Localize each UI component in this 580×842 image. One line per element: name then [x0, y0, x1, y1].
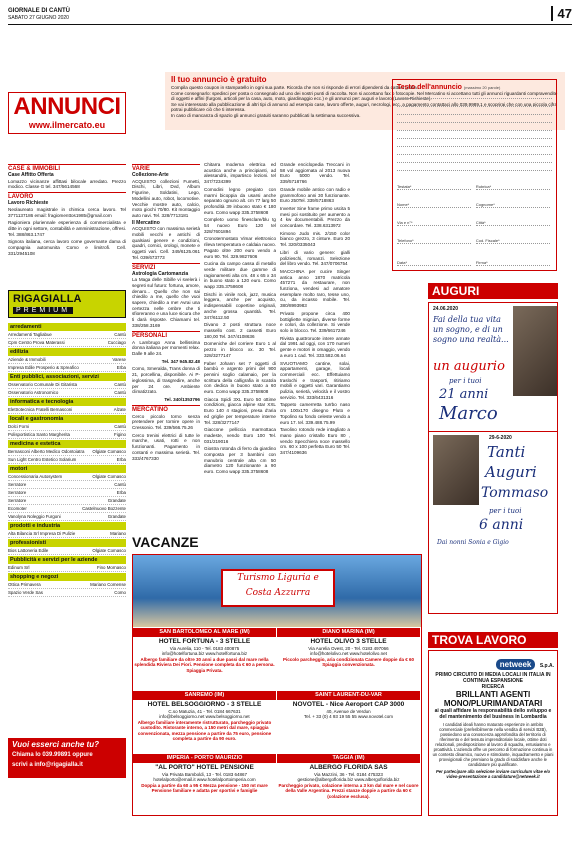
- hotel-ad[interactable]: [277, 701, 420, 720]
- directory-entry[interactable]: [8, 547, 126, 555]
- coupon-hint: (massimo 20 parole): [463, 85, 501, 90]
- directory-entry[interactable]: [8, 331, 126, 339]
- classified-ad: Cerco piccolo torno senza pretendere per tornire opere in Cressonio. Tel. 339/566.75.26: [132, 413, 200, 431]
- hotel-note: Albergo familiare da oltre 30 anni a due passi dal mare nella splendida Riviera Dei Fiori. Pensione completa da € 60 a persona. Spiaggia Privata.: [134, 656, 275, 673]
- hotel-ad[interactable]: [133, 701, 276, 741]
- rubric-title: SERVIZI: [132, 263, 200, 272]
- hotel-contacts: gestione@albergoflorida.biz www.albergoflorida.biz: [297, 777, 400, 783]
- directory-town: Erba: [116, 457, 126, 462]
- directory-town: Cantù: [114, 390, 126, 395]
- job-heading: RICERCA: [481, 684, 505, 690]
- directory-business: Concessionaria Autosystem: [8, 474, 63, 479]
- masthead-url[interactable]: www.ilmercato.eu: [28, 120, 106, 130]
- auguri-message: un augurio: [433, 359, 505, 374]
- classified-ad: Inverter Sine frame primo uscita 5 mesi poi sostituito per aumento a 4 kw documentabili. Prezzo da concordare. Tel. 338.6313972: [280, 205, 350, 229]
- hotel-contacts: info@belsoggiorno.net www.belsoggiorno.net: [159, 714, 250, 720]
- auguri-divider: [429, 431, 557, 432]
- directory-business: Serratore: [8, 490, 27, 495]
- job-body: I candidati ideali hanno maturato esperienze in ambito commerciale (preferibilmente nella vendita di servizi B2B), possiedono una conoscenza approfondita del territorio di riferimento e del tessuto imprenditoriale locale, ottime doti relazionali, predisposizione al lavoro di squadra, entusiasmo e proattività. L'azienda offre un percorso di formazione continua in un contesto dinamico, nuovo e stimolante, inquadramento e piani provvigionali che premiano la grado di soddisfare anche le candidature più qualificate.: [432, 722, 554, 767]
- directory-business: Ecomoter: [8, 506, 27, 511]
- hotel-name: ALBERGO FLORIDA SAS: [309, 764, 388, 771]
- hotel-location: DIANO MARINA (IM): [277, 628, 420, 637]
- coupon-title-text: Testo dell'annuncio: [397, 84, 462, 91]
- netweek-suffix: S.p.A.: [539, 663, 554, 669]
- directory-business: Spazio Verde Sas: [8, 590, 43, 595]
- classified-ad: MACCHINA per cucire Singer antica anno 1870 matricola 457271 da restaurare, non funziona, vendesi ad amatore esemplare molto raro, tesse uno, cu, da incasso mobile. Tel. 380/8993983: [280, 268, 350, 309]
- field-nome[interactable]: Nome*: [397, 199, 471, 208]
- column-mercatino-1: [204, 162, 276, 524]
- directory-entry[interactable]: [8, 406, 126, 414]
- rubric-title: LAVORO: [8, 192, 126, 201]
- coupon-text-line[interactable]: [397, 99, 552, 107]
- auguri-header: AUGURI: [428, 283, 558, 299]
- directory-category: arredamenti: [8, 323, 126, 331]
- vacanze-banner: [133, 555, 421, 627]
- directory-town: Castelnuovo Bozzente: [82, 506, 126, 511]
- field-citta[interactable]: Città*: [476, 217, 550, 226]
- classified-ad: Kimono Judo mis. 2/150 color bianco grezzo, 3 cinture. Euro 20 Tel. 320/0335043: [280, 230, 350, 248]
- auguri-date: 24.06.2020: [433, 306, 459, 312]
- vacanze-banner-title: Turismo Liguria e Costa Azzurra: [221, 569, 335, 607]
- directory-entry[interactable]: [8, 356, 126, 364]
- classified-ad: Giostra rotonda di ferro da giardino composta per 3 bambini con manubrio centrale alta cm 50 diametro 120 funzionante a 90 euro. Como wapp 335.3758608: [204, 446, 276, 475]
- classified-ad: Cerco trenini elettrici di tutte le marche, usati, rotti e non funzionanti. Pagamento in contanti e massima serietà. Tel. 333/4767330: [132, 432, 200, 461]
- field-cognome[interactable]: Cognome*: [476, 199, 550, 208]
- coupon-text-line[interactable]: [397, 107, 552, 115]
- classified-ad: Giaccone pelliccia marmottaca madeste, vendo Euro 100 Tel. 031/219016: [204, 427, 276, 444]
- hotel-note: Albergo familiare interamente ristrutturato, parcheggio privato custodito. Ristorante interno, a 150 metri dal mare, spiaggia convenzionata, mezza pensione a partire da 75 euro, pensione completa a partire da 90 euro.: [137, 719, 272, 742]
- classified-ad: Libri di vario genere: gialli polizieschi, romanzi. Selezione del libro vendo. Tel. 347/0706754: [280, 249, 350, 267]
- column-mercatino-2: [280, 162, 350, 524]
- auguri-name: Marco: [439, 403, 498, 424]
- classified-ad: ACQUISTO collezioni Fumetti, Dischi, Libri, Dvd, Album Figurine, Soldatini, Lego, Modellini auto, robot, locomotive. Vecchie mostre auto, calcio, moto giochi 70/80. Kit montaggio auto navi. Tel. 328/7713181: [132, 178, 200, 218]
- directory-entry[interactable]: [8, 481, 126, 489]
- directory-business: Impresa Edile Prosperio & Spreafico: [8, 365, 79, 370]
- hotel-location: SAN BARTOLOMEO AL MARE (IM): [133, 628, 276, 637]
- directory-entry[interactable]: [8, 456, 126, 464]
- directory-town: Olgiate Comasco: [92, 449, 126, 454]
- classified-ad: Dischi in vinile rock, jazz, musica leggera, anche per acquisto, indispensabili copertine originali, anche grossa quantità. Tel. 347/6112.50: [204, 291, 276, 320]
- directory-town: Cantù: [114, 482, 126, 487]
- directory-town: Cantù: [114, 424, 126, 429]
- classified-ad: Como, Smeralda, Trans donna di 21, porcellina, disponibile. Ai P-ieglossima, di trasgredire, anche per 24 ore. Ambiente climatizzato.: [132, 366, 200, 395]
- netweek-logo: netweek: [496, 659, 536, 670]
- directory-entry[interactable]: [8, 448, 126, 456]
- classified-ad: Domeniche del corriere Euro 1 al pezzo in blocco xx. 30 Tel. 328/3277147: [204, 341, 276, 358]
- field-testata[interactable]: Testata*: [397, 181, 471, 190]
- job-subtitle: ai quali affidare la responsabilità dello sviluppo e del mantenimento del business in Lombardia: [434, 708, 552, 720]
- field-telefono[interactable]: Telefono*: [397, 235, 471, 244]
- classified-ad: Comodini legno pregiato con marmi bicoppia da usarsi anche separato ognuno alt. cm 77 larg 50 profondità 39 inbuono stato € 180 euro. Como wapp 335.3758608: [204, 186, 276, 215]
- coupon-text-line[interactable]: [397, 91, 552, 99]
- directory-town: Alzate: [113, 407, 126, 412]
- classified-ad: A Lambrugo Anna bellissima donna italiana per momenti relax. Dalle 9 alle 24.: [132, 339, 200, 356]
- promo-box: [8, 738, 126, 778]
- classified-ad: Giacca Spidi 3XL Euro 50 ottime condizioni, giacca alpine star XXL Euro 140 4 stagioni, presa d'aria ed griglie per temperature interne Tel. 328/3277147: [204, 396, 276, 425]
- classified-ad: Privato propone circa 400 bottigliette migniun, diverse forme e colori, da collezione. Si vende solo in blocco. Tel. 339/6617246: [280, 310, 350, 333]
- hotel-address: Via Privata Bamboldi, 13 - Tel. 0183 64867: [161, 772, 248, 777]
- directory-entry[interactable]: [8, 339, 126, 347]
- hotel-location: IMPERIA - PORTO MAURIZIO: [133, 754, 276, 763]
- directory-town: Varese: [112, 357, 126, 362]
- classified-ad: ACQUISTO con massima serietà mobili vecchi e antichi di qualsiasi genere e condizioni, quadri, cornici, orologi, monete e oggetti vari. Cell. 349/6125.061 Tel. 039/673773: [132, 226, 200, 260]
- hotel-address: 40, Avenue de Verdun: [326, 709, 371, 714]
- rubric-title: MERCATINO: [132, 405, 200, 414]
- coupon-text-line[interactable]: [397, 115, 552, 123]
- hotel-note: Parcheggio privato, colazione interna a 3 km dal mare e nel cuore della Valle Argentina. Prezzi stanze doppie a partire da 60 € (colazione esclusa).: [278, 782, 419, 799]
- classified-ad: Signora italiana, cerca lavoro come governante dama di compagnia automunita Como e limitrofi. Cell. 331/2945108: [8, 239, 126, 256]
- directory-entry[interactable]: [8, 431, 126, 439]
- directory-category: shopping e negozi: [8, 573, 126, 581]
- rigagialla-name: RIGAGIALLA: [13, 293, 82, 305]
- auguri-age: 6 anni: [479, 517, 524, 533]
- classified-ad: Grande mobile antico con radio e grammofono anni 30 funzionante. Euro 250Tel. 339/5718863: [280, 186, 350, 204]
- classified-ad: Faber Johann set 7 oggetti di bambù e argento primi del 900 pennini soglio calamaio, per la scrittura della calligrafia in scatola con dedica in buono stato a 60 euro. Como wapp 335.3758608: [204, 360, 276, 395]
- hotel-address: Via Aurelia Ovest, 20 - Tel. 0183 497066: [308, 646, 389, 651]
- auguri-message: per i tuoi: [489, 507, 522, 515]
- auguri-signature: Dai nonni Sonia e Gigio: [437, 539, 509, 546]
- rubric-title: PERSONALI: [132, 331, 200, 340]
- directory-business: Bios Lattoneria Edile: [8, 548, 49, 553]
- business-directory: [8, 322, 126, 730]
- directory-entry[interactable]: [8, 389, 126, 397]
- subrubric-title: Collezione-Arte: [132, 172, 169, 178]
- info-line: Compila questo coupon in stampatello in ogni sua parte. Ricorda che non si risponde di errori dipendenti da cattiva grafia.: [171, 85, 418, 90]
- hotel-ad[interactable]: [277, 764, 420, 799]
- directory-category: medicina e estetica: [8, 440, 126, 448]
- page-number: 47: [551, 6, 572, 21]
- directory-business: Elettrotecnica Fratelli Bernasconi: [8, 407, 73, 412]
- field-via[interactable]: Via e n°*: [397, 217, 471, 226]
- directory-entry[interactable]: [8, 489, 126, 497]
- coupon-text-line[interactable]: [397, 147, 552, 155]
- field-data[interactable]: Data*: [397, 257, 471, 266]
- directory-entry[interactable]: [8, 505, 126, 513]
- hotel-name: HOTEL OLIVO 3 STELLE: [310, 638, 387, 645]
- directory-business: Osservatorio Comunale Di Gitarista: [8, 382, 78, 387]
- rigagialla-logo: [8, 290, 126, 318]
- child-photo: [433, 435, 479, 505]
- directory-category: edilizia: [8, 348, 126, 356]
- directory-category: professionisti: [8, 539, 126, 547]
- auguri-message: per i tuoi: [449, 377, 482, 385]
- hotel-ad[interactable]: [133, 764, 276, 794]
- directory-town: Mariano Comense: [90, 582, 126, 587]
- subrubric-title: Il Mercatino: [132, 219, 160, 226]
- rubric-title: VARIE: [132, 164, 200, 173]
- directory-town: Olgiate Comasco: [92, 474, 126, 479]
- header-divider: [8, 24, 572, 25]
- column-varie: [132, 162, 200, 524]
- publication-date: SABATO 27 GIUGNO 2020: [8, 15, 69, 21]
- publication-name: GIORNALE DI CANTÙ: [8, 8, 70, 14]
- directory-entry[interactable]: [8, 497, 126, 505]
- directory-town: Cucciago: [107, 340, 126, 345]
- directory-entry[interactable]: [8, 381, 126, 389]
- classified-ad: Divano 2 posti struttura noce massello cost. 2 cassetti Euro 180,00 Tel. 347/4108636: [204, 322, 276, 339]
- hotel-ad[interactable]: [133, 638, 276, 673]
- promo-line: Vuoi esserci anche tu?: [12, 740, 99, 749]
- directory-business: Serratore: [8, 498, 27, 503]
- auguri-age: 21 anni: [439, 387, 489, 402]
- classified-ad: Grande enciclopedia Treccani in 58 vol aggiornata al 2013 nuova Euro 5000 vendo. Tel. 339/5718766: [280, 162, 350, 185]
- classified-ad: Ragioniera pluriennale esperienza di commercialista e ditte in ogni settore, contabilità e amministrazione, offresi. Tel. 388/863.1747: [8, 220, 126, 237]
- info-line: Se vai interessato alla pubblicazione di altri tipi di annunci ad esempio case, lavoro offerte, auguri, necrologi, ecc. a pagamento contattaci allo 039.9989.1 e scoprirai che con una piccola cifra potrai pubblicare ciò che ti interessa.: [171, 101, 558, 113]
- hotel-location: SAINT LAURENT-DU-VAR: [277, 691, 420, 700]
- field-codice-fiscale[interactable]: Cod. Fiscale*: [476, 235, 550, 244]
- hotel-address: Via Aurelia, 110 - Tel. 0183 400875: [169, 646, 240, 651]
- job-heading: PRIMO CIRCUITO DI MEDIA LOCALI IN ITALIA IN CONTINUA ESPANSIONE: [435, 672, 551, 684]
- classified-ad: Rivista quattroruote intere annate dal 1991 ad oggi, con 170 numeri gente e motori in omaggio, vendo a euro 1 cad. Tel. 333.582.06.64: [280, 335, 350, 358]
- coupon-text-line[interactable]: [397, 123, 552, 131]
- hotel-name: NOVOTEL - Nice Aeroport CAP 3000: [292, 701, 405, 708]
- directory-business: Polisportistica Santo Margherita: [8, 432, 70, 437]
- coupon-text-line[interactable]: [397, 139, 552, 147]
- auguri-message: Auguri: [485, 463, 537, 481]
- auguri-message: Tanti: [487, 443, 526, 461]
- auguri-box: [428, 302, 558, 614]
- directory-category: locali e gastronomia: [8, 415, 126, 423]
- directory-business: Serratore: [8, 482, 27, 487]
- hotel-location: SANREMO (IM): [133, 691, 276, 700]
- directory-business: Ottica Primavera: [8, 582, 41, 587]
- rubric-title: CASE & IMMOBILI: [8, 164, 126, 173]
- classified-ad: Cronotermostato Vimar elettronico rileva temperatura e caldaia nuovo. Pagato oltre 200 euro vendo a euro 90. Tel. 329.9827606: [204, 236, 276, 259]
- directory-entry[interactable]: [8, 423, 126, 431]
- hotel-name: HOTEL BELSOGGIORNO - 3 STELLE: [147, 701, 262, 708]
- column-mercatino-3: [354, 162, 422, 524]
- directory-category: Enti pubblici, associazioni, servizi: [8, 373, 126, 381]
- directory-category: prodotti e industria: [8, 522, 126, 530]
- info-line: Come consegnarlo: spedisci per posta o consegnalo ad uno dei nostri punti di raccolta. Non si accettano fax o fotocopie. Nel Mercatino si accettano tutti gli annunci riguardanti compravendite di oggetti e affini (furgoni, articoli per la casa, auto, moto, giardinaggio ecc.) e gli annunci per: auguri e lavoro (Lavoro Richieste).: [171, 90, 558, 102]
- job-title: BRILLANTI AGENTI MONO/PLURIMANDATARI: [443, 690, 543, 708]
- auguri-message: Fai della tua vita un sogno, e di un sogno una realtà...: [433, 315, 509, 344]
- directory-town: Olgiate Comasco: [92, 548, 126, 553]
- hotel-name: "AL PORTO" HOTEL PENSIONE: [155, 764, 254, 771]
- coupon-text-line[interactable]: [397, 131, 552, 139]
- directory-entry[interactable]: [8, 589, 126, 597]
- directory-town: Como: [114, 590, 126, 595]
- vacanze-box: [132, 554, 422, 816]
- promo-line: Chiama lo 039.99891 oppure: [12, 752, 93, 758]
- directory-business: Cpm Centro Prova Materassi: [8, 340, 65, 345]
- classified-ad: SVUOTIAMO cantine, solai, appartamenti, garage, locali commerciali ecc. Effettuiamo traslochi e trasporti, ritiriamo mobili e oggetti vari. Garantiamo pulizia, serietà, velocità e il vostro servizio. Tel. 333/6431316: [280, 360, 350, 400]
- hotel-contacts: info@hotelfortuna.biz www.hotelfortuna.biz: [161, 651, 248, 657]
- hotel-contacts: Tel. + 33 (0) 4 93 19 55 55 www.novotel.com: [304, 714, 393, 720]
- directory-entry[interactable]: [8, 364, 126, 372]
- directory-business: Edinum Srl: [8, 565, 30, 570]
- hotel-location: TAGGIA (IM): [277, 754, 420, 763]
- classified-ad: Tappeto camerretta turrbo naso cm 100x170 disegno Pluto e Topolino su fondo celeste vendo a euro 17. tel. 339.488.75.99: [280, 402, 350, 425]
- directory-town: Erba: [116, 365, 126, 370]
- directory-category: informatica e tecnologia: [8, 398, 126, 406]
- person-photo: [513, 306, 557, 396]
- rigagialla-tagline: PREMIUM: [13, 307, 73, 314]
- classified-ad: Neolaureato magistrale in chimica cerca lavoro. Tel 3771137186 email: fragiomenttos1985@gmail.com: [8, 206, 126, 218]
- classified-ad: Tavolino rotondo rede intagliato a mano piano cristallo Euro 80 , vendo Specchiera noce massello cm. 60 x 100 perfetta Euro 50 Tel. 347/4109636: [280, 427, 350, 456]
- field-rubrica[interactable]: Rubrica*: [476, 181, 550, 190]
- classified-ad: La Maga delle Sibille vi svelerà i segreti sul futuro: fortuna, amore, denaro... Quello che non sai chiedilo a me, quello che vuoi sapere, chiedilo a me! Avrai una certezza nelle ombre che ti sfioreranno e una luce sicura che ti darà risposte. Chiamami tel. 338/258.3169: [132, 277, 200, 328]
- directory-town: Cantù: [114, 332, 126, 337]
- directory-business: Dolci Forni: [8, 424, 29, 429]
- directory-town: Mariano: [110, 531, 126, 536]
- hotel-note: Doppia a partire da 60 a 95 € Mezza pensione - 150 mt mare Pensione familiare e adatta per sportivi e famiglie: [141, 782, 268, 794]
- directory-town: Grandate: [107, 498, 126, 503]
- classified-ad: Chitarra moderna elettrica ed acustica anche a principianti, ad alessandrà, impartisco lezioni. tel 347/7234399: [204, 162, 276, 185]
- hotel-name: HOTEL FORTUNA - 3 STELLE: [158, 638, 251, 645]
- vacanze-header: VACANZE: [132, 534, 199, 550]
- field-firma[interactable]: Firma*: [476, 257, 550, 266]
- directory-entry[interactable]: [8, 581, 126, 589]
- info-title: Il tuo annuncio è gratuito: [171, 75, 267, 84]
- subrubric-title: Lavoro Richieste: [8, 200, 49, 207]
- directory-business: Osservatorio Astronomico: [8, 390, 59, 395]
- trova-lavoro-header: TROVA LAVORO: [428, 632, 558, 648]
- masthead-title: ANNUNCI: [13, 93, 121, 120]
- auguri-name: Tommaso: [481, 485, 549, 501]
- directory-entry[interactable]: [8, 530, 126, 538]
- directory-category: Pubblicità e servizi per le aziende: [8, 556, 126, 564]
- hotel-note: Piccolo parcheggio, aria condizionata Camere doppie da € 60 Spiaggia convenzionata.: [282, 656, 415, 668]
- directory-town: Figino: [114, 432, 126, 437]
- subrubric-title: Case Affitto Offerta: [8, 172, 54, 178]
- hotel-contacts: info@hotelolivo.net www.hotelolivo.net: [310, 651, 387, 657]
- promo-line[interactable]: scrivi a info@rigagialla.it: [12, 762, 83, 768]
- directory-category: motori: [8, 465, 126, 473]
- classified-ad: Completo uomo finesclare/blu tg 54 nuovo Euro 120 tel 328/7601894: [204, 217, 276, 234]
- directory-entry[interactable]: [8, 473, 126, 481]
- directory-business: Sun Light Centro Estetico Solarium: [8, 457, 77, 462]
- column-case-lavoro: [8, 162, 126, 282]
- directory-business: Bernasconi Alberto Medico Odontoiatra: [8, 449, 85, 454]
- directory-business: Arredamenti Tagliabue: [8, 332, 52, 337]
- coupon-title: [397, 84, 552, 91]
- ad-phone: Tel. 340/1353796: [164, 396, 200, 402]
- hotel-address: C.so Matuzia, 41 - Tel. 0184 667631: [168, 709, 241, 714]
- hotel-ad[interactable]: [277, 638, 420, 668]
- ad-phone: Tel. 347 945.82.48: [161, 358, 200, 364]
- masthead: [8, 92, 126, 134]
- trova-lavoro-box: [428, 650, 558, 816]
- directory-town: Erba: [116, 490, 126, 495]
- directory-business: Aziende & Immobili: [8, 357, 46, 362]
- classified-ad: Cucina da campo cassa di metallo verde militare due gamme di ragionamenti alta cm. 48 x 65 x 34 in buono stato a 120 euro. Como wapp 335.3758608: [204, 261, 276, 290]
- job-cta[interactable]: Per partecipare alla selezione inviare curriculum vitae e/o video-presentazione a candidature@netweek.it: [435, 769, 551, 779]
- hotel-address: Via Mazzini, 36 - Tel. 0184 475323: [314, 772, 383, 777]
- info-line: In caso di mancanza di spazio gli annunci gratuiti saranno pubblicati la settimana successiva.: [171, 112, 361, 118]
- subrubric-title: Astrologia Cartomanzia: [132, 270, 189, 277]
- directory-business: Alta Bilancia Srl Impresa Di Pulizie: [8, 531, 76, 536]
- directory-town: Grandate: [107, 514, 126, 519]
- directory-business: Vanolyna Noleggio Furgoni: [8, 514, 61, 519]
- directory-entry[interactable]: [8, 513, 126, 521]
- hotel-contacts: hotelalporto@email.it www.hotelalportoimperia.com: [153, 777, 256, 783]
- directory-entry[interactable]: [8, 564, 126, 572]
- classified-ad: Lomazzo vicinanze affittasi bilocale arredato. Prezzo modico. Classe G tel. 347/5614568: [8, 178, 126, 190]
- auguri-date: 29-6-2020: [489, 435, 512, 441]
- directory-town: Fino Mornasco: [96, 565, 126, 570]
- directory-town: Cantù: [114, 382, 126, 387]
